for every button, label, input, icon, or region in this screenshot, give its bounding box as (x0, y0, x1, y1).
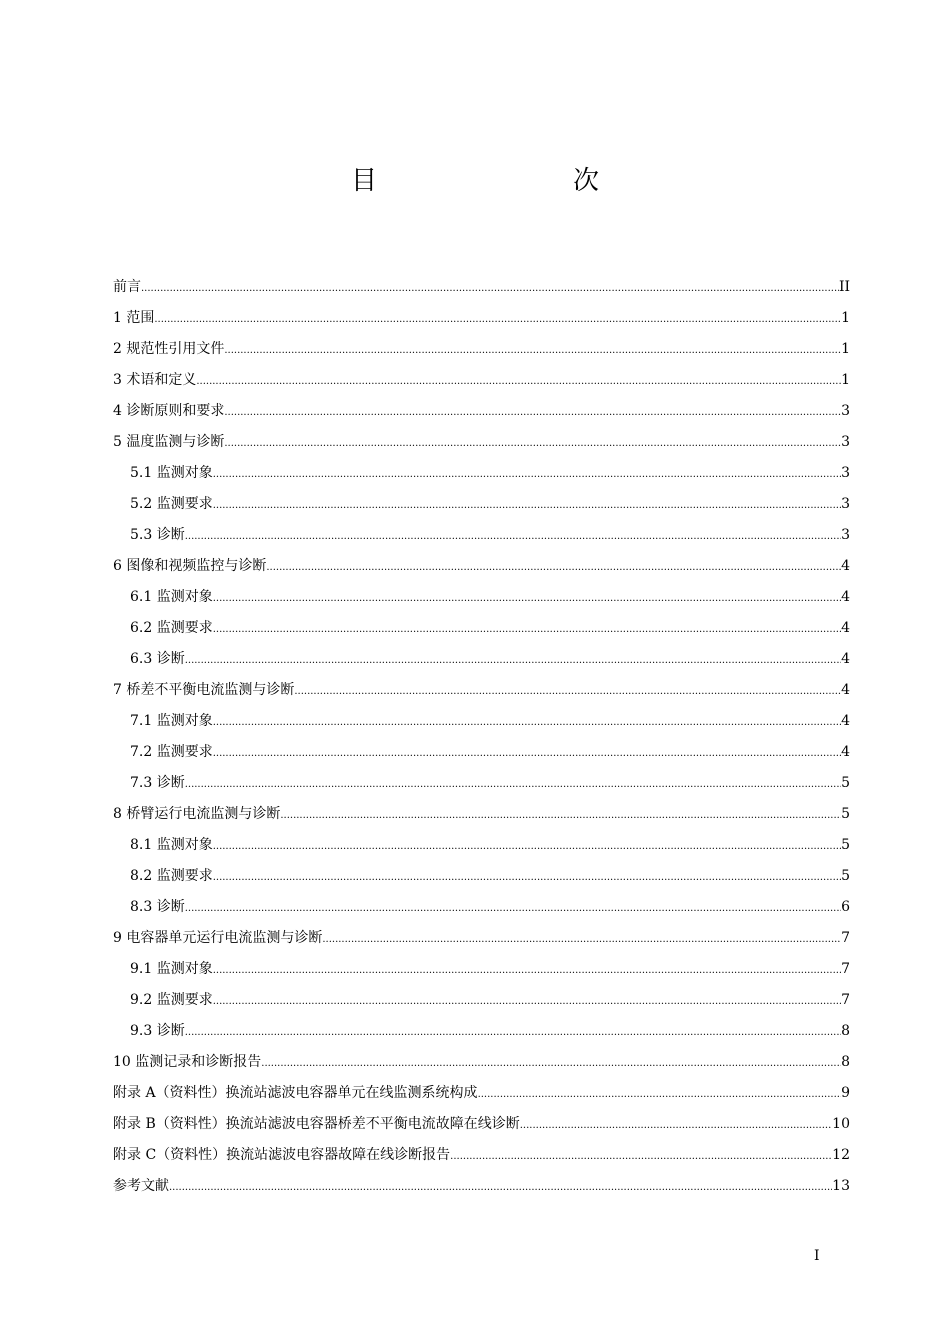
toc-entry-page: 1 (841, 341, 850, 357)
toc-entry-page: 5 (841, 775, 850, 791)
toc-entry[interactable] (113, 396, 850, 427)
dot-leader (154, 303, 841, 334)
dot-leader (185, 892, 841, 923)
dot-leader (224, 334, 841, 365)
toc-entry[interactable] (113, 489, 850, 520)
toc-entry[interactable] (113, 1047, 850, 1078)
toc-entry-label: 附录 C（资料性）换流站滤波电容器故障在线诊断报告 (113, 1147, 451, 1163)
dot-leader (185, 520, 841, 551)
toc-entry[interactable] (113, 334, 850, 365)
toc-entry[interactable] (113, 1140, 850, 1171)
toc-entry[interactable] (113, 737, 850, 768)
toc-entry[interactable] (113, 830, 850, 861)
toc-entry-page: 5 (841, 837, 850, 853)
dot-leader (261, 1047, 841, 1078)
dot-leader (196, 365, 841, 396)
toc-entry-label: 7.3 诊断 (130, 775, 185, 791)
dot-leader (213, 985, 841, 1016)
toc-entry-page: 7 (841, 992, 850, 1008)
toc-entry[interactable] (113, 861, 850, 892)
dot-leader (213, 489, 841, 520)
toc-entry-label: 附录 B（资料性）换流站滤波电容器桥差不平衡电流故障在线诊断 (113, 1116, 520, 1132)
toc-entry-page: 4 (841, 558, 850, 574)
toc-entry-label: 6 图像和视频监控与诊断 (113, 558, 267, 574)
toc-entry-label: 5 温度监测与诊断 (113, 434, 225, 450)
dot-leader (141, 272, 839, 303)
toc-entry-page: 7 (841, 961, 850, 977)
toc-entry[interactable] (113, 427, 850, 458)
toc-entry[interactable] (113, 365, 850, 396)
toc-entry[interactable] (113, 458, 850, 489)
toc-entry-label: 10 监测记录和诊断报告 (113, 1054, 262, 1070)
toc-entry-page: 10 (832, 1116, 850, 1132)
page-number: I (814, 1248, 820, 1264)
toc-entry[interactable] (113, 768, 850, 799)
dot-leader (224, 396, 841, 427)
toc-entry-label: 5.2 监测要求 (130, 496, 213, 512)
table-of-contents (113, 272, 850, 1202)
dot-leader (213, 954, 841, 985)
toc-entry-label: 1 范围 (113, 310, 155, 326)
toc-entry-page: 5 (841, 868, 850, 884)
toc-entry-page: II (838, 279, 850, 295)
dot-leader (478, 1078, 842, 1109)
toc-entry-label: 前言 (113, 279, 141, 295)
toc-entry[interactable] (113, 954, 850, 985)
toc-entry-label: 6.1 监测对象 (130, 589, 213, 605)
dot-leader (213, 458, 841, 489)
toc-entry[interactable] (113, 551, 850, 582)
toc-entry[interactable] (113, 272, 850, 303)
toc-entry-page: 1 (841, 310, 850, 326)
toc-entry-page: 12 (832, 1147, 850, 1163)
toc-entry[interactable] (113, 799, 850, 830)
toc-entry-page: 4 (841, 651, 850, 667)
toc-entry[interactable] (113, 675, 850, 706)
toc-entry-label: 9.2 监测要求 (130, 992, 213, 1008)
dot-leader (213, 737, 841, 768)
toc-entry-page: 8 (841, 1023, 850, 1039)
dot-leader (213, 830, 841, 861)
toc-entry-label: 附录 A（资料性）换流站滤波电容器单元在线监测系统构成 (113, 1085, 478, 1101)
toc-entry-label: 8 桥臂运行电流监测与诊断 (113, 806, 281, 822)
toc-entry[interactable] (113, 985, 850, 1016)
toc-entry-page: 9 (841, 1085, 850, 1101)
toc-entry-label: 8.2 监测要求 (130, 868, 213, 884)
dot-leader (213, 613, 841, 644)
dot-leader (450, 1140, 832, 1171)
toc-entry-label: 7.2 监测要求 (130, 744, 213, 760)
toc-entry[interactable] (113, 613, 850, 644)
toc-entry-label: 6.3 诊断 (130, 651, 185, 667)
dot-leader (185, 768, 841, 799)
toc-entry-label: 7 桥差不平衡电流监测与诊断 (113, 682, 295, 698)
dot-leader (185, 1016, 841, 1047)
toc-entry[interactable] (113, 923, 850, 954)
toc-entry-page: 4 (841, 620, 850, 636)
toc-entry-page: 3 (841, 434, 850, 450)
toc-entry[interactable] (113, 520, 850, 551)
toc-entry[interactable] (113, 1171, 850, 1202)
toc-entry-label: 4 诊断原则和要求 (113, 403, 225, 419)
toc-entry[interactable] (113, 1078, 850, 1109)
toc-entry[interactable] (113, 892, 850, 923)
toc-entry-page: 8 (841, 1054, 850, 1070)
toc-entry-label: 9 电容器单元运行电流监测与诊断 (113, 930, 323, 946)
dot-leader (294, 675, 841, 706)
toc-entry[interactable] (113, 706, 850, 737)
dot-leader (185, 644, 841, 675)
dot-leader (213, 582, 841, 613)
toc-entry[interactable] (113, 582, 850, 613)
toc-entry-page: 1 (841, 372, 850, 388)
toc-entry[interactable] (113, 303, 850, 334)
toc-entry[interactable] (113, 1016, 850, 1047)
dot-leader (213, 706, 841, 737)
toc-entry-page: 3 (841, 527, 850, 543)
toc-entry-page: 3 (841, 403, 850, 419)
toc-entry-page: 4 (841, 682, 850, 698)
dot-leader (169, 1171, 832, 1202)
toc-entry-label: 5.1 监测对象 (130, 465, 213, 481)
toc-entry-page: 4 (841, 744, 850, 760)
dot-leader (213, 861, 841, 892)
toc-entry-label: 2 规范性引用文件 (113, 341, 225, 357)
toc-entry-label: 3 术语和定义 (113, 372, 197, 388)
toc-entry-page: 4 (841, 713, 850, 729)
dot-leader (280, 799, 841, 830)
toc-entry-label: 8.3 诊断 (130, 899, 185, 915)
toc-entry-page: 6 (841, 899, 850, 915)
toc-entry[interactable] (113, 644, 850, 675)
toc-entry-page: 3 (841, 496, 850, 512)
toc-entry-page: 7 (841, 930, 850, 946)
toc-entry[interactable] (113, 1109, 850, 1140)
page-title: 目 次 (350, 166, 647, 196)
toc-entry-label: 6.2 监测要求 (130, 620, 213, 636)
dot-leader (266, 551, 841, 582)
dot-leader (520, 1109, 832, 1140)
toc-entry-label: 7.1 监测对象 (130, 713, 213, 729)
toc-entry-label: 8.1 监测对象 (130, 837, 213, 853)
toc-entry-page: 3 (841, 465, 850, 481)
toc-entry-label: 5.3 诊断 (130, 527, 185, 543)
toc-entry-page: 4 (841, 589, 850, 605)
toc-entry-label: 9.3 诊断 (130, 1023, 185, 1039)
dot-leader (224, 427, 841, 458)
dot-leader (322, 923, 841, 954)
toc-entry-label: 9.1 监测对象 (130, 961, 213, 977)
toc-entry-page: 13 (832, 1178, 850, 1194)
toc-entry-page: 5 (841, 806, 850, 822)
toc-entry-label: 参考文献 (113, 1178, 169, 1194)
